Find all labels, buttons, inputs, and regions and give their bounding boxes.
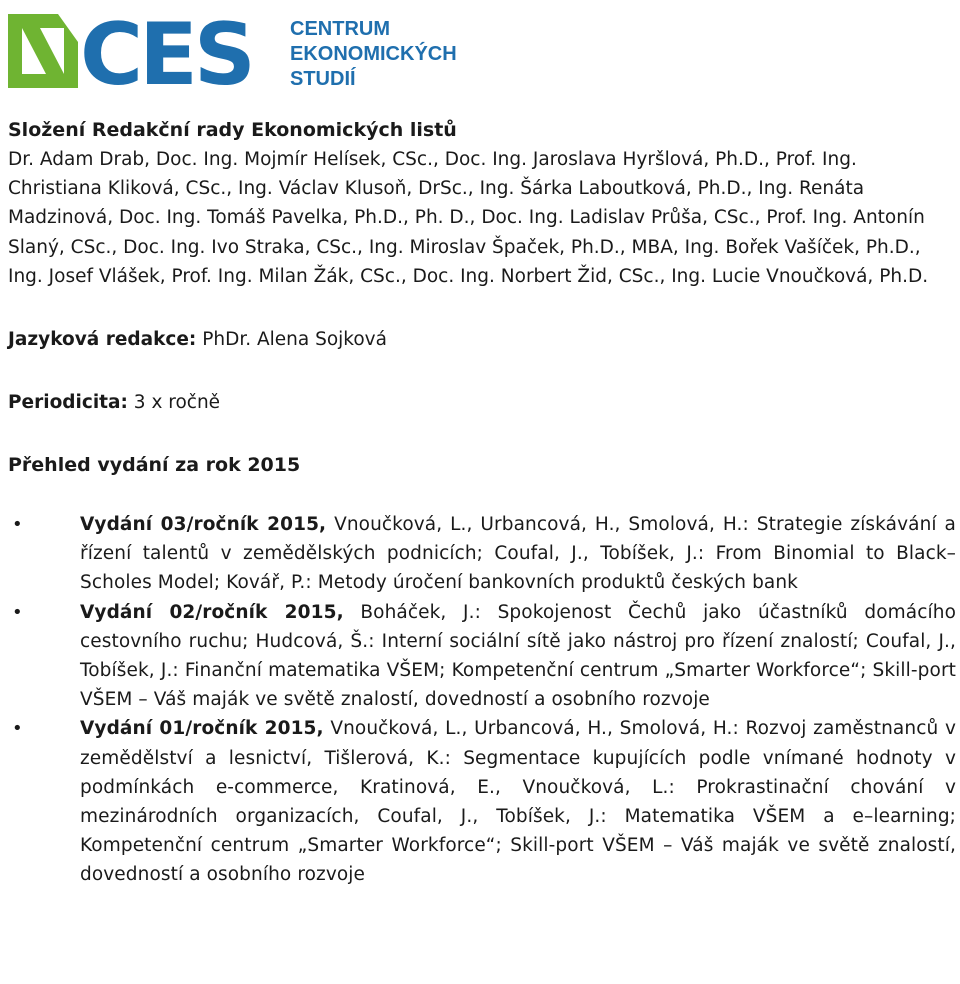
- issue-contents: Boháček, J.: Spokojenost Čechů jako účastníků domácího cestovního ruchu; Hudcová, Š.: Interní sociální sítě jako nástroj pro řízení znalostí; Coufal, J., Tobíšek, J.: Finanční matematika VŠEM; Kompetenční centrum „Smarter Workforce“; Skill-port VŠEM – Váš maják ve světě znalostí, dovedností a osobního rozvoje: [80, 601, 956, 711]
- board-members: Dr. Adam Drab, Doc. Ing. Mojmír Helísek, CSc., Doc. Ing. Jaroslava Hyršlová, Ph.D., Prof. Ing. Christiana Kliková, CSc., Ing. Václav Klusoň, DrSc., Ing. Šárka Laboutková, Ph.D., Ing. Renáta Madzinová, Doc. Ing. Tomáš Pavelka, Ph.D., Ph. D., Doc. Ing. Ladislav Průša, CSc., Prof. Ing. Antonín Slaný, CSc., Doc. Ing. Ivo Straka, CSc., Ing. Miroslav Špaček, Ph.D., MBA, Ing. Bořek Vašíček, Ph.D., Ing. Josef Vlášek, Prof. Ing. Milan Žák, CSc., Doc. Ing. Norbert Žid, CSc., Ing. Lucie Vnoučková, Ph.D.: [8, 149, 929, 287]
- issue-title: Vydání 03/ročník 2015,: [80, 514, 327, 536]
- list-item: [8, 714, 956, 889]
- language-editing-value: PhDr. Alena Sojková: [196, 329, 387, 351]
- logo-emblem-icon: [8, 14, 78, 88]
- periodicity-label: Periodicita:: [8, 392, 128, 414]
- issue-list: [8, 510, 956, 890]
- periodicity-value: 3 x ročně: [127, 392, 221, 414]
- logo-letters: CES: [80, 5, 252, 105]
- language-editing-label: Jazyková redakce:: [8, 329, 197, 351]
- periodicity: [8, 388, 956, 417]
- language-editing: [8, 325, 956, 354]
- list-item: [8, 510, 956, 598]
- bullet-icon: •: [12, 718, 23, 740]
- overview-heading: Přehled vydání za rok 2015: [8, 454, 301, 477]
- issue-title: Vydání 02/ročník 2015,: [80, 601, 344, 623]
- bullet-icon: •: [12, 601, 23, 623]
- issue-contents: Vnoučková, L., Urbancová, H., Smolová, H.: Strategie získávání a řízení talentů v zemědělských podnicích; Coufal, J., Tobíšek, J.: From Binomial to Black–Scholes Model; Kovář, P.: Metody úročení bankovních produktů českých bank: [80, 514, 956, 594]
- board-heading: Složení Redakční rady Ekonomických listů: [8, 119, 457, 141]
- issue-contents: Vnoučková, L., Urbancová, H., Smolová, H.: Rozvoj zaměstnanců v zemědělství a lesnictví, Tišlerová, K.: Segmentace kupujících podle vnímané hodnoty v podmínkách e-commerce, Kratinová, E., Vnoučková, L.: Prokrastinační chování v mezinárodních organizacích, Coufal, J., Tobíšek, J.: Matematika VŠEM a e–learning; Kompetenční centrum „Smarter Workforce“; Skill-port VŠEM – Váš maják ve světě znalostí, dovedností a osobního rozvoje: [80, 718, 956, 886]
- logo-line-2: EKONOMICKÝCH: [290, 43, 457, 65]
- document-body: [8, 116, 956, 890]
- list-item: [8, 598, 956, 715]
- bullet-icon: •: [12, 514, 23, 536]
- issue-title: Vydání 01/ročník 2015,: [80, 718, 324, 740]
- logo-line-1: CENTRUM: [290, 18, 390, 40]
- logo-line-3: STUDIÍ: [290, 68, 356, 90]
- ces-logo: [6, 5, 457, 105]
